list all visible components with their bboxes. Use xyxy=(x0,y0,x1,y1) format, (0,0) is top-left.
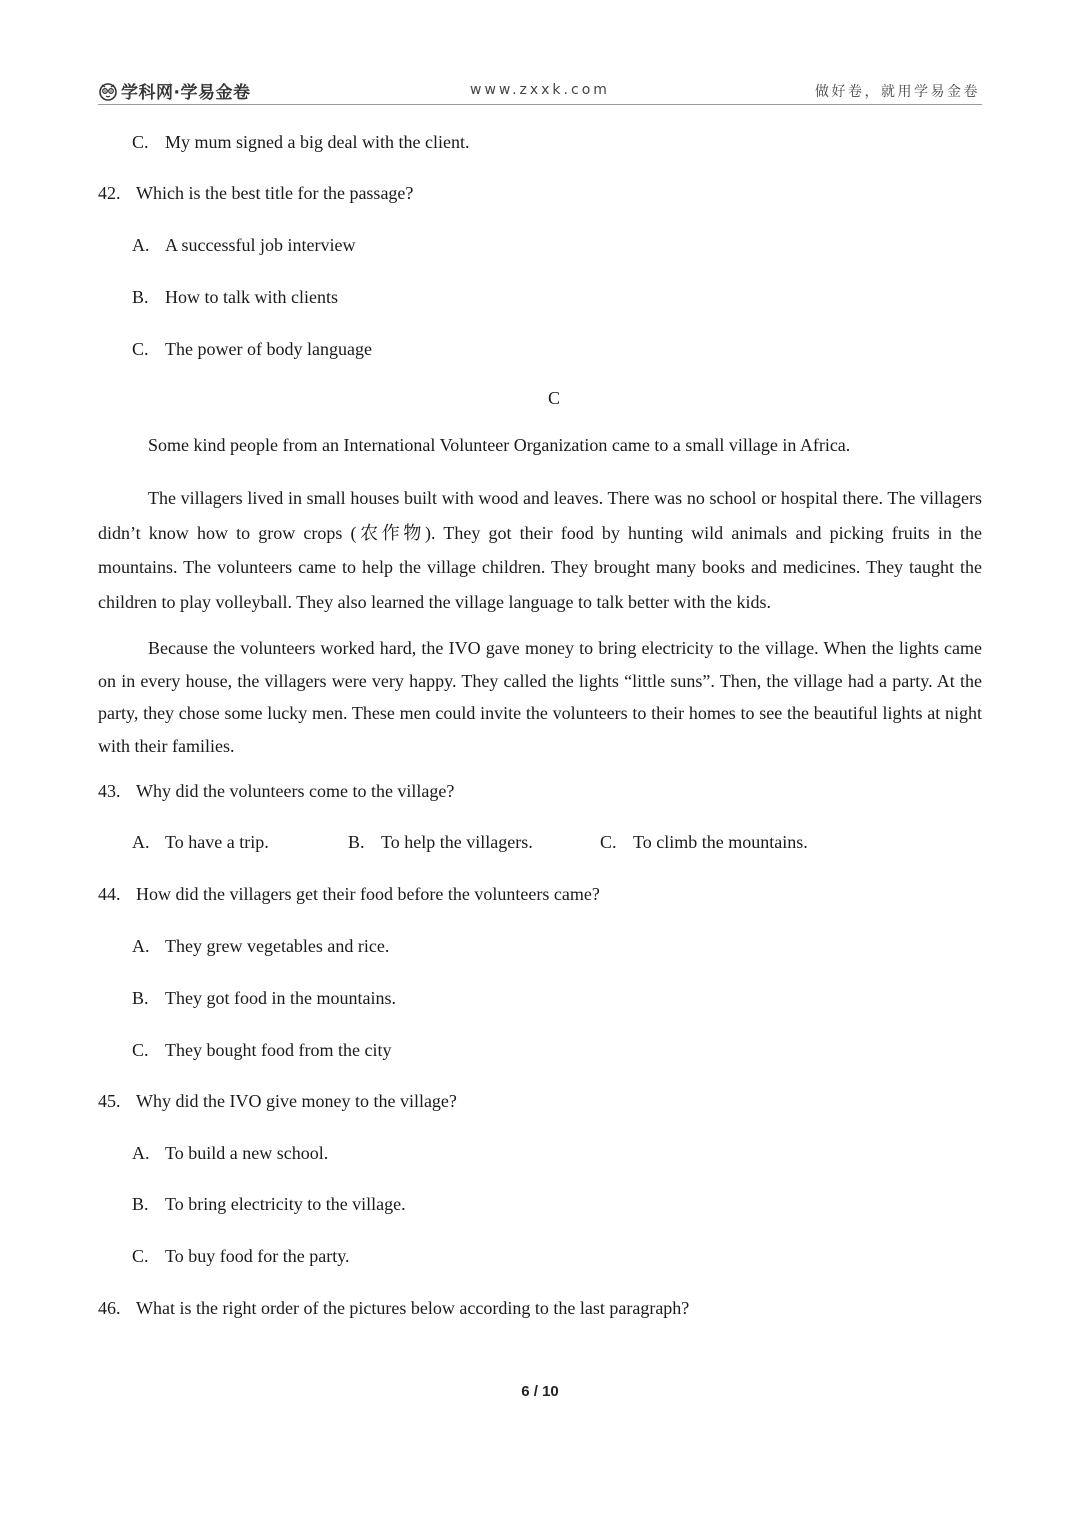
question-number: 44. xyxy=(98,884,121,904)
option-text: To bring electricity to the village. xyxy=(165,1194,406,1214)
option-text: To help the villagers. xyxy=(381,832,533,852)
logo-text: 学科网·学易金卷 xyxy=(121,83,251,103)
question-number: 43. xyxy=(98,781,121,801)
q44-option-c xyxy=(132,1039,391,1061)
option-label: B. xyxy=(132,287,149,307)
option-text: A successful job interview xyxy=(165,235,356,255)
q42-option-c xyxy=(132,338,372,360)
q42-option-b xyxy=(132,286,338,308)
question-number: 42. xyxy=(98,183,121,203)
q45-option-c xyxy=(132,1245,350,1267)
q43-option-b xyxy=(348,831,533,853)
option-text: To build a new school. xyxy=(165,1143,329,1163)
header-slogan: 做好卷，就用学易金卷 xyxy=(815,84,980,100)
option-label: A. xyxy=(132,832,150,852)
q45-option-a xyxy=(132,1142,328,1164)
option-text: They bought food from the city xyxy=(165,1040,392,1060)
passage-paragraph-2: The villagers lived in small houses built with wood and leaves. There was no school or hospital there. The villagers didn’t know how to grow crops (农作物). They got their food by hunting wild animals and picking fruits in the mountains. The volunteers came to help the village children. They brought many books and medicines. They taught the children to play volleyball. They also learned the village language to talk better with the kids. xyxy=(98,488,982,613)
question-text: How did the villagers get their food before the volunteers came? xyxy=(136,884,600,904)
question-46 xyxy=(98,1297,689,1319)
question-text: What is the right order of the pictures below according to the last paragraph? xyxy=(136,1298,690,1318)
question-text: Why did the volunteers come to the village? xyxy=(136,781,455,801)
option-label: C. xyxy=(132,339,149,359)
question-number: 46. xyxy=(98,1298,121,1318)
question-text: Which is the best title for the passage? xyxy=(136,183,414,203)
option-label: A. xyxy=(132,235,150,255)
option-label: C. xyxy=(132,1246,149,1266)
option-text: The power of body language xyxy=(165,339,372,359)
question-42 xyxy=(98,182,413,204)
option-text: To climb the mountains. xyxy=(633,832,808,852)
owl-logo-icon xyxy=(98,81,118,101)
question-text: Why did the IVO give money to the village? xyxy=(136,1091,457,1111)
section-letter: C xyxy=(547,388,560,408)
page-header xyxy=(98,76,982,105)
passage-paragraph-1: Some kind people from an International Volunteer Organization came to a small village in Africa. xyxy=(148,435,851,455)
option-text: To have a trip. xyxy=(165,832,269,852)
option-label: C. xyxy=(600,832,617,852)
question-43 xyxy=(98,780,454,802)
q45-option-b xyxy=(132,1193,406,1215)
option-label: B. xyxy=(132,988,149,1008)
q43-option-c xyxy=(600,831,808,853)
option-label: A. xyxy=(132,1143,150,1163)
q43-option-a xyxy=(132,831,269,853)
option-label: C. xyxy=(132,132,149,152)
option-label: C. xyxy=(132,1040,149,1060)
option-text: To buy food for the party. xyxy=(165,1246,350,1266)
question-number: 45. xyxy=(98,1091,121,1111)
site-url: www.zxxk.com xyxy=(470,82,610,98)
q41-option-c xyxy=(132,131,469,153)
option-label: A. xyxy=(132,936,150,956)
q44-option-a xyxy=(132,935,389,957)
question-45 xyxy=(98,1090,457,1112)
brand-logo xyxy=(98,78,250,103)
option-label: B. xyxy=(348,832,365,852)
q44-option-b xyxy=(132,987,396,1009)
q42-option-a xyxy=(132,234,355,256)
page-number: 6 / 10 xyxy=(521,1383,559,1400)
option-text: How to talk with clients xyxy=(165,287,338,307)
question-44 xyxy=(98,883,600,905)
passage-paragraph-3: Because the volunteers worked hard, the IVO gave money to bring electricity to the village. When the lights came on in every house, the villagers were very happy. They called the lights “little suns”. Then, the village had a party. At the party, they chose some lucky men. These men could invite the volunteers to their homes to see the beautiful lights at night with their families. xyxy=(98,638,982,757)
option-text: My mum signed a big deal with the client. xyxy=(165,132,470,152)
option-text: They got food in the mountains. xyxy=(165,988,396,1008)
option-text: They grew vegetables and rice. xyxy=(165,936,390,956)
option-label: B. xyxy=(132,1194,149,1214)
